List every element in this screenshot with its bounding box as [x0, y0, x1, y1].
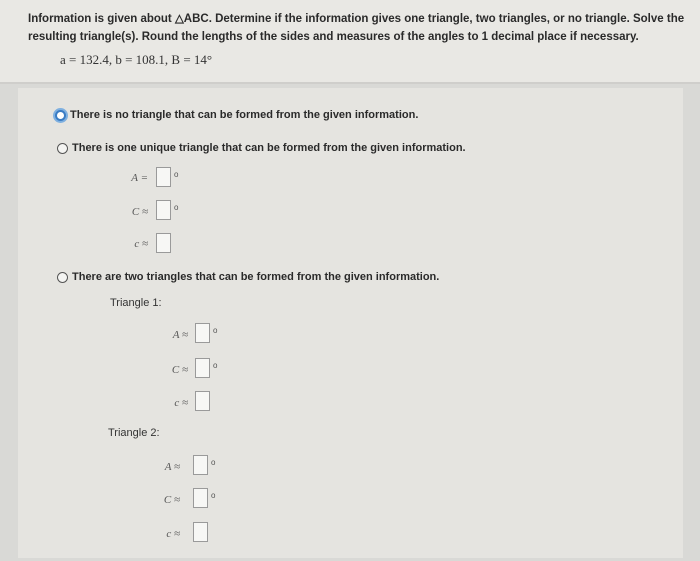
one-c-input[interactable] — [156, 233, 171, 253]
one-A-degree: o — [174, 170, 179, 179]
t1-c-input[interactable] — [195, 391, 210, 411]
answer-panel — [18, 88, 683, 558]
one-A-input[interactable] — [156, 167, 171, 187]
divider — [0, 82, 700, 84]
radio-one-triangle[interactable] — [57, 143, 68, 154]
one-C-label: C ≈ — [131, 206, 148, 218]
t2-A-label: A ≈ — [164, 461, 180, 473]
option-two-triangles[interactable] — [57, 271, 439, 283]
one-c-label: c ≈ — [134, 238, 148, 250]
option-one-triangle[interactable] — [57, 142, 466, 154]
one-A-label: A = — [131, 172, 148, 184]
option-one-triangle-label: There is one unique triangle that can be formed from the given information. — [72, 142, 466, 154]
t1-C-label: C ≈ — [171, 364, 188, 376]
t2-c-label: c ≈ — [166, 528, 180, 540]
given-values: a = 132.4, b = 108.1, B = 14° — [60, 52, 213, 67]
triangle-2-label: Triangle 2: — [108, 427, 160, 439]
question-header — [0, 0, 700, 82]
t2-C-degree: o — [211, 491, 216, 500]
t2-C-label: C ≈ — [163, 494, 180, 506]
t2-A-input[interactable] — [193, 455, 208, 475]
t1-C-input[interactable] — [195, 358, 210, 378]
triangle-1-label: Triangle 1: — [110, 297, 162, 309]
one-C-input[interactable] — [156, 200, 171, 220]
t1-A-label: A ≈ — [172, 329, 188, 341]
t1-A-input[interactable] — [195, 323, 210, 343]
question-instructions: Information is given about △ABC. Determine if the information gives one triangle, two triangles, or no triangle. Solve the resulting triangle(s). Round the lengths of the sides and measures of the angles to 1 decimal place if necessary. — [28, 13, 685, 43]
t2-c-input[interactable] — [193, 522, 208, 542]
option-no-triangle-label: There is no triangle that can be formed from the given information. — [70, 109, 419, 121]
t2-A-degree: o — [211, 458, 216, 467]
option-two-triangles-label: There are two triangles that can be formed from the given information. — [72, 271, 440, 283]
t2-C-input[interactable] — [193, 488, 208, 508]
t1-A-degree: o — [213, 326, 218, 335]
t1-C-degree: o — [213, 361, 218, 370]
one-C-degree: o — [174, 203, 179, 212]
option-no-triangle[interactable] — [55, 109, 418, 121]
radio-no-triangle[interactable] — [55, 110, 66, 121]
radio-two-triangles[interactable] — [57, 272, 68, 283]
t1-c-label: c ≈ — [174, 397, 188, 409]
